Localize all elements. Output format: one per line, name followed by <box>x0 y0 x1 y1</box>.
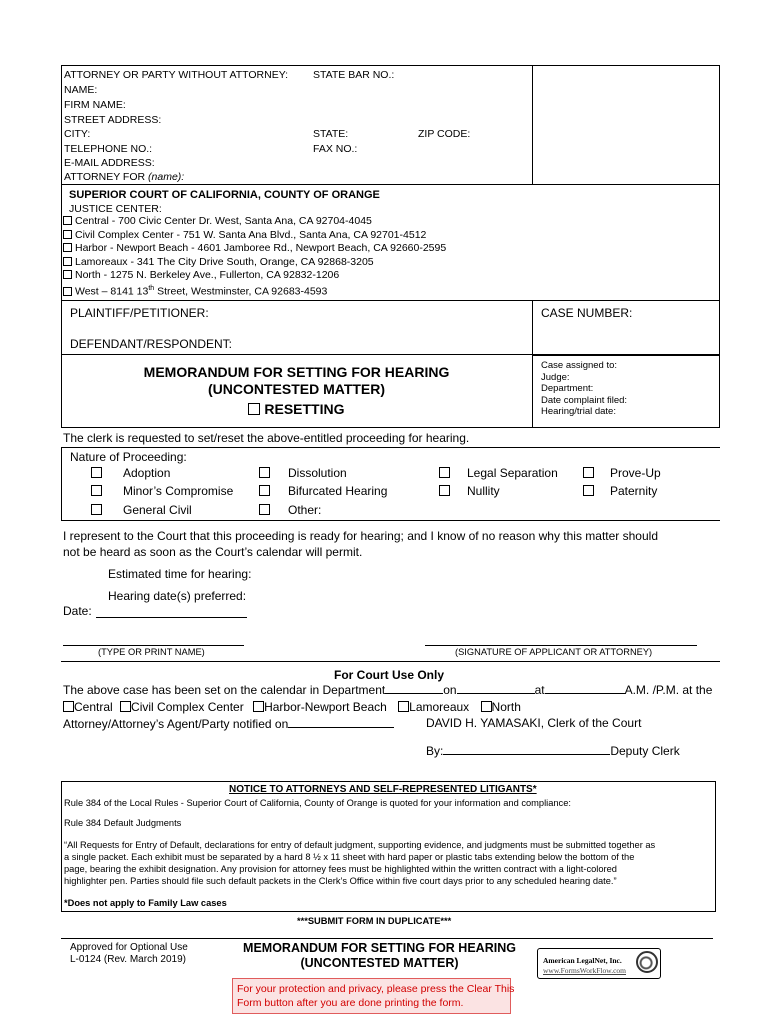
header-divider <box>532 65 533 184</box>
notified-line: Attorney/Attorney’s Agent/Party notified on <box>63 716 394 731</box>
case-number-label: CASE NUMBER: <box>541 306 633 320</box>
represent-line2: not be heard as soon as the Court’s calendar will permit. <box>63 545 363 559</box>
center-checkbox[interactable] <box>63 216 72 225</box>
center-option[interactable] <box>63 269 339 281</box>
estimated-time-label: Estimated time for hearing: <box>108 567 252 581</box>
option-minors[interactable]: Minor’s Compromise <box>91 484 233 498</box>
name-label: NAME: <box>64 84 98 96</box>
footer-title-line1: MEMORANDUM FOR SETTING FOR HEARING <box>243 941 516 955</box>
signature-caption: (SIGNATURE OF APPLICANT OR ATTORNEY) <box>455 647 653 657</box>
option-bifurcated[interactable]: Bifurcated Hearing <box>259 484 387 498</box>
rule-para-line3: page, bearing the exhibit designation. Any provision for attorney fees must be highlighted within the written contract with a light-colored <box>64 864 617 874</box>
privacy-line1: For your protection and privacy, please press the Clear This <box>237 983 515 995</box>
clerk-of-court: DAVID H. YAMASAKI, Clerk of the Court <box>426 716 642 730</box>
privacy-notice <box>237 982 514 1010</box>
center-label: Lamoreaux - 341 The City Drive South, Orange, CA 92868-3205 <box>75 255 374 268</box>
date-filed-label: Date complaint filed: <box>541 394 628 406</box>
print-name-line[interactable] <box>63 645 244 646</box>
rule-para-line1: “All Requests for Entry of Default, declarations for entry of default judgment, supporting evidence, and judgments must be submitted together as <box>64 840 656 850</box>
firm-label: FIRM NAME: <box>64 99 126 111</box>
general-civil-checkbox[interactable] <box>91 504 102 515</box>
case-assigned: Case assigned to: <box>541 360 618 371</box>
option-general-civil[interactable]: General Civil <box>91 503 192 517</box>
dissolution-checkbox[interactable] <box>259 467 270 478</box>
court-use-set-line: The above case has been set on the calendar in Department on at A.M. /P.M. at the <box>63 683 713 697</box>
other-checkbox[interactable] <box>259 504 270 515</box>
footer-rule <box>61 938 713 939</box>
form-title-line2: (UNCONTESTED MATTER) <box>207 381 386 397</box>
logo-name: American LegalNet, Inc. <box>543 956 622 965</box>
court-use-top-rule <box>61 661 720 662</box>
nullity-checkbox[interactable] <box>439 485 450 496</box>
family-law-note: *Does not apply to Family Law cases <box>64 898 227 908</box>
notice-title: NOTICE TO ATTORNEYS AND SELF-REPRESENTED LITIGANTS* <box>229 784 537 795</box>
center-checkbox[interactable] <box>63 257 72 266</box>
footer-title <box>232 941 527 971</box>
department-label: Department: <box>541 383 594 395</box>
center-option[interactable] <box>63 229 426 241</box>
resetting-checkbox[interactable] <box>248 403 260 415</box>
court-lamoreaux-checkbox[interactable] <box>398 701 409 712</box>
signature-line[interactable] <box>425 645 697 646</box>
rule-title: Rule 384 Default Judgments <box>64 818 182 828</box>
court-use-locations: Central Civil Complex Center Harbor-Newport Beach Lamoreaux North <box>63 700 521 714</box>
by-line: By: Deputy Clerk <box>426 744 680 758</box>
resetting-option[interactable] <box>61 401 532 418</box>
center-label: Central - 700 Civic Center Dr. West, Santa Ana, CA 92704-4045 <box>75 215 372 227</box>
hearing-dates-label: Hearing date(s) preferred: <box>108 589 247 603</box>
rule-para-line2: a single packet. Each exhibit must be separated by a hard 8 ½ x 11 sheet with hard paper or plastic tabs extending below the bottom of the <box>64 852 635 862</box>
court-civil-complex-checkbox[interactable] <box>120 701 131 712</box>
city-label: CITY: <box>64 128 91 140</box>
west-checkbox[interactable] <box>63 287 72 296</box>
form-number: L-0124 (Rev. March 2019) <box>70 954 186 965</box>
center-label: Civil Complex Center - 751 W. Santa Ana Blvd., Santa Ana, CA 92701-4512 <box>75 228 427 241</box>
attorney-label: ATTORNEY OR PARTY WITHOUT ATTORNEY: <box>64 69 289 81</box>
form-title <box>61 364 532 418</box>
state-bar-label: STATE BAR NO.: <box>313 69 395 81</box>
rule-paragraph <box>64 839 712 887</box>
court-harbor-checkbox[interactable] <box>253 701 264 712</box>
fax-label: FAX NO.: <box>313 143 358 155</box>
legal-separation-checkbox[interactable] <box>439 467 450 478</box>
rule-para-line4: highlighter pen. Parties should file such default packets in the Clerk’s Office within five court days prior to any scheduled hearing date.” <box>64 876 617 886</box>
center-option[interactable] <box>63 256 374 268</box>
type-name-caption: (TYPE OR PRINT NAME) <box>98 647 205 657</box>
clerk-request: The clerk is requested to set/reset the above-entitled proceeding for hearing. <box>63 431 470 445</box>
prove-up-checkbox[interactable] <box>583 467 594 478</box>
plaintiff-label: PLAINTIFF/PETITIONER: <box>70 306 209 320</box>
hearing-date-label: Hearing/trial date: <box>541 406 616 418</box>
center-checkbox[interactable] <box>63 270 72 279</box>
center-checkbox[interactable] <box>63 230 72 239</box>
court-central-checkbox[interactable] <box>63 701 74 712</box>
court-title: SUPERIOR COURT OF CALIFORNIA, COUNTY OF ORANGE <box>69 189 380 201</box>
logo-emblem-icon <box>636 951 658 973</box>
rule-intro: Rule 384 of the Local Rules - Superior Court of California, County of Orange is quoted for your information and compliance: <box>64 798 571 808</box>
center-option-west[interactable]: West – 8141 13th Street, Westminster, CA 92683-4593 <box>63 283 327 298</box>
minors-checkbox[interactable] <box>91 485 102 496</box>
approved-label: Approved for Optional Use <box>70 942 188 953</box>
email-label: E-MAIL ADDRESS: <box>64 157 155 169</box>
option-adoption[interactable]: Adoption <box>91 466 170 480</box>
center-label: North - 1275 N. Berkeley Ave., Fullerton, CA 92832-1206 <box>75 269 340 282</box>
option-other[interactable]: Other: <box>259 503 321 517</box>
center-checkbox[interactable] <box>63 243 72 252</box>
date-line[interactable] <box>96 617 247 618</box>
option-prove-up[interactable]: Prove-Up <box>583 466 661 480</box>
option-legal-separation[interactable]: Legal Separation <box>439 466 558 480</box>
court-north-checkbox[interactable] <box>481 701 492 712</box>
paternity-checkbox[interactable] <box>583 485 594 496</box>
bifurcated-checkbox[interactable] <box>259 485 270 496</box>
adoption-checkbox[interactable] <box>91 467 102 478</box>
privacy-line2: Form button after you are done printing the form. <box>237 997 464 1009</box>
submit-duplicate: ***SUBMIT FORM IN DUPLICATE*** <box>297 916 452 926</box>
option-dissolution[interactable]: Dissolution <box>259 466 347 480</box>
option-nullity[interactable]: Nullity <box>439 484 500 498</box>
footer-title-line2: (UNCONTESTED MATTER) <box>300 956 459 970</box>
option-paternity[interactable]: Paternity <box>583 484 657 498</box>
court-use-title: For Court Use Only <box>334 668 445 682</box>
street-label: STREET ADDRESS: <box>64 114 162 126</box>
date-label: Date: <box>63 604 92 618</box>
center-option[interactable] <box>63 242 446 254</box>
center-label: Harbor - Newport Beach - 4601 Jamboree Rd., Newport Beach, CA 92660-2595 <box>75 242 447 255</box>
represent-line1: I represent to the Court that this proceeding is ready for hearing; and I know of no reason why this matter should <box>63 529 658 543</box>
attorney-for-label: ATTORNEY FOR (name): <box>64 171 185 183</box>
zip-label: ZIP CODE: <box>418 128 471 140</box>
header-court-divider <box>61 184 720 185</box>
state-label: STATE: <box>313 128 349 140</box>
resetting-label: RESETTING <box>264 401 345 417</box>
defendant-label: DEFENDANT/RESPONDENT: <box>70 337 233 351</box>
logo-url: www.FormsWorkFlow.com <box>543 966 627 975</box>
phone-label: TELEPHONE NO.: <box>64 143 153 155</box>
judge-label: Judge: <box>541 371 570 383</box>
nature-label: Nature of Proceeding: <box>70 450 187 464</box>
form-title-line1: MEMORANDUM FOR SETTING FOR HEARING <box>143 364 450 380</box>
case-info <box>541 360 627 418</box>
center-option[interactable] <box>63 215 372 227</box>
justice-center-label: JUSTICE CENTER: <box>69 203 162 215</box>
